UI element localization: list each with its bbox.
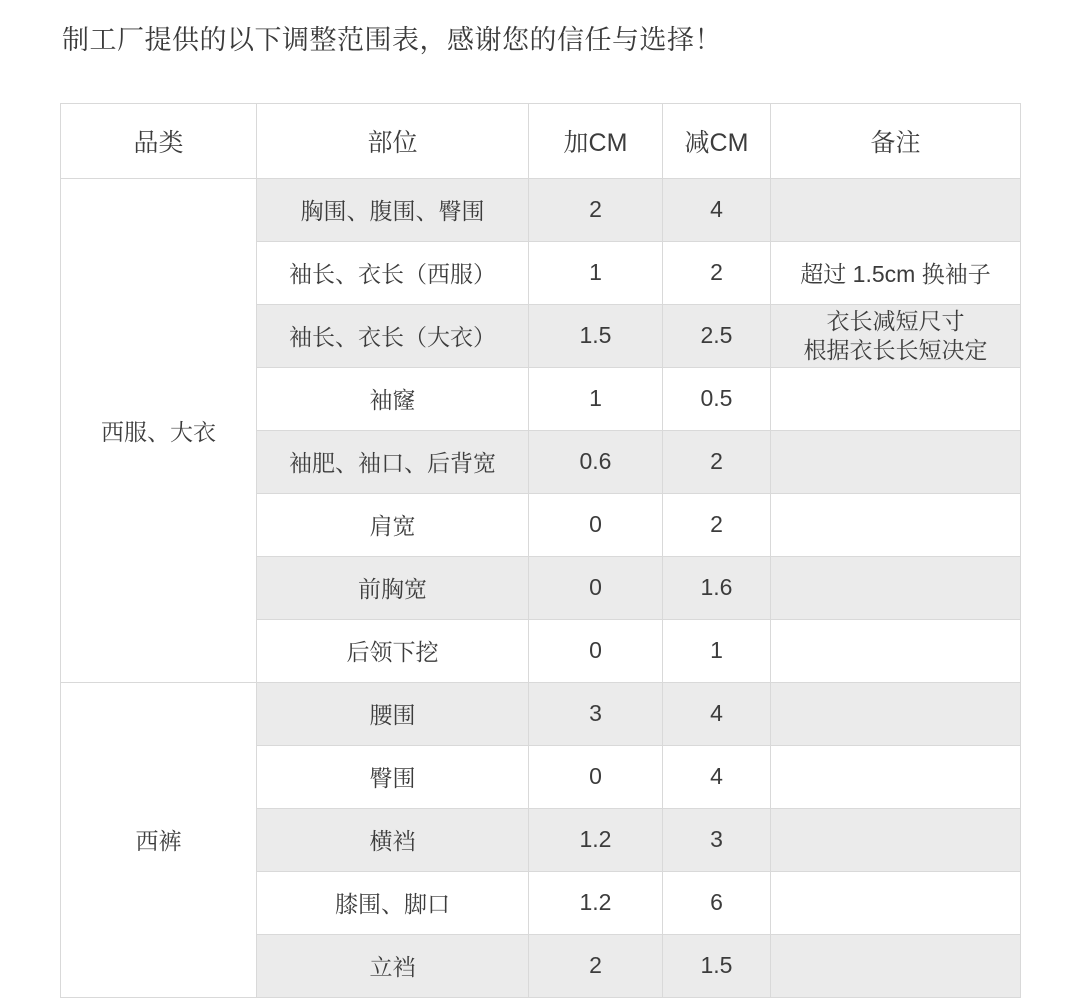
part-cell: 袖长、衣长（西服） <box>257 241 529 304</box>
column-header-category: 品类 <box>61 103 257 178</box>
add-cell: 3 <box>529 682 663 745</box>
subtract-cell: 2.5 <box>663 304 771 367</box>
part-cell: 立裆 <box>257 934 529 997</box>
table-row <box>61 682 1021 745</box>
part-cell: 胸围、腹围、臀围 <box>257 178 529 241</box>
part-cell: 前胸宽 <box>257 556 529 619</box>
table-row <box>61 178 1021 241</box>
part-cell: 肩宽 <box>257 493 529 556</box>
remark-cell: 超过 1.5cm 换袖子 <box>771 241 1021 304</box>
remark-cell <box>771 367 1021 430</box>
part-cell: 后领下挖 <box>257 619 529 682</box>
part-cell: 腰围 <box>257 682 529 745</box>
remark-cell <box>771 493 1021 556</box>
subtract-cell: 0.5 <box>663 367 771 430</box>
remark-cell <box>771 682 1021 745</box>
add-cell: 0 <box>529 493 663 556</box>
subtract-cell: 1.5 <box>663 934 771 997</box>
column-header-remark: 备注 <box>771 103 1021 178</box>
subtract-cell: 4 <box>663 745 771 808</box>
subtract-cell: 1 <box>663 619 771 682</box>
add-cell: 0 <box>529 619 663 682</box>
add-cell: 1.2 <box>529 808 663 871</box>
subtract-cell: 2 <box>663 430 771 493</box>
add-cell: 2 <box>529 178 663 241</box>
adjust-table-wrapper <box>60 103 1020 998</box>
subtract-cell: 2 <box>663 241 771 304</box>
remark-cell <box>771 745 1021 808</box>
remark-cell <box>771 430 1021 493</box>
subtract-cell: 3 <box>663 808 771 871</box>
add-cell: 2 <box>529 934 663 997</box>
category-cell-suits: 西服、大衣 <box>61 178 257 682</box>
add-cell: 1 <box>529 367 663 430</box>
category-cell-trousers: 西裤 <box>61 682 257 997</box>
subtract-cell: 4 <box>663 682 771 745</box>
part-cell: 臀围 <box>257 745 529 808</box>
remark-cell <box>771 808 1021 871</box>
remark-cell <box>771 556 1021 619</box>
subtract-cell: 2 <box>663 493 771 556</box>
add-cell: 0 <box>529 745 663 808</box>
table-head <box>61 103 1021 178</box>
table-body <box>61 178 1021 997</box>
remark-cell <box>771 871 1021 934</box>
subtract-cell: 1.6 <box>663 556 771 619</box>
table-header-row <box>61 103 1021 178</box>
intro-text: 制工厂提供的以下调整范围表，感谢您的信任与选择！ <box>62 25 722 55</box>
add-cell: 1.5 <box>529 304 663 367</box>
part-cell: 袖窿 <box>257 367 529 430</box>
remark-line: 根据衣长长短决定 <box>803 336 988 363</box>
remark-line: 衣长减短尺寸 <box>826 308 965 335</box>
add-cell: 1.2 <box>529 871 663 934</box>
remark-cell <box>771 304 1021 367</box>
add-cell: 0.6 <box>529 430 663 493</box>
adjustment-range-table <box>60 103 1021 998</box>
add-cell: 0 <box>529 556 663 619</box>
remark-cell <box>771 934 1021 997</box>
part-cell: 膝围、脚口 <box>257 871 529 934</box>
column-header-part: 部位 <box>257 103 529 178</box>
add-cell: 1 <box>529 241 663 304</box>
column-header-add-cm: 加CM <box>529 103 663 178</box>
part-cell: 袖肥、袖口、后背宽 <box>257 430 529 493</box>
subtract-cell: 4 <box>663 178 771 241</box>
remark-cell <box>771 178 1021 241</box>
remark-cell <box>771 619 1021 682</box>
part-cell: 袖长、衣长（大衣） <box>257 304 529 367</box>
part-cell: 横裆 <box>257 808 529 871</box>
subtract-cell: 6 <box>663 871 771 934</box>
column-header-subtract-cm: 减CM <box>663 103 771 178</box>
